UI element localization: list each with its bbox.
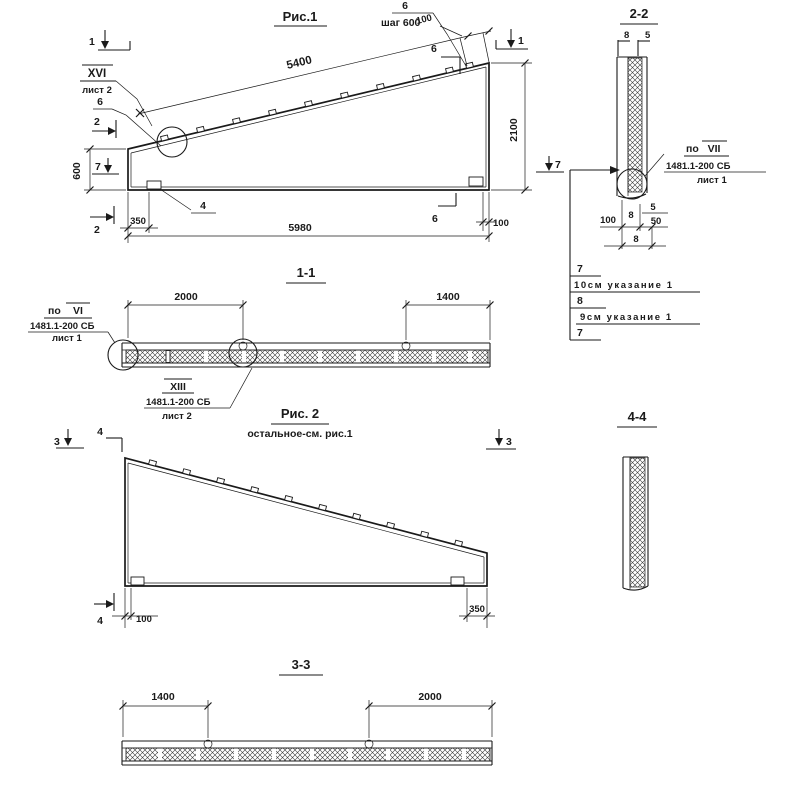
sec11-callout-vi bbox=[28, 303, 115, 344]
svg-text:100: 100 bbox=[415, 12, 434, 27]
sec44-title: 4-4 bbox=[627, 409, 647, 424]
sec44-column bbox=[623, 457, 648, 590]
fig2-marker-3-left bbox=[54, 429, 84, 448]
svg-text:5980: 5980 bbox=[288, 222, 312, 234]
fig1-dim-100-right bbox=[476, 192, 509, 231]
svg-text:5400: 5400 bbox=[285, 54, 314, 72]
svg-text:7: 7 bbox=[95, 161, 101, 173]
sec22-title: 2-2 bbox=[629, 6, 649, 21]
sec22-column bbox=[617, 57, 647, 198]
svg-text:4: 4 bbox=[97, 615, 103, 627]
fig2-marker-4-top bbox=[97, 426, 122, 452]
fig1-dim-5400 bbox=[136, 33, 472, 118]
svg-text:100: 100 bbox=[600, 215, 616, 226]
sec22-callout-vii bbox=[645, 141, 766, 186]
svg-text:2000: 2000 bbox=[418, 691, 442, 703]
svg-text:2100: 2100 bbox=[508, 118, 520, 142]
svg-text:1: 1 bbox=[518, 35, 524, 47]
svg-text:600: 600 bbox=[71, 162, 83, 180]
svg-text:XIII: XIII bbox=[170, 381, 186, 393]
fig1-embed-plate-right bbox=[469, 177, 483, 186]
legend-row-3: 8 bbox=[577, 295, 583, 307]
fig2-marker-4-bottom bbox=[94, 593, 114, 627]
fig1-marker-1-left bbox=[89, 30, 130, 50]
svg-text:XVI: XVI bbox=[87, 68, 107, 80]
svg-text:350: 350 bbox=[469, 604, 485, 615]
svg-text:2000: 2000 bbox=[174, 291, 198, 303]
fig2-panel-outline bbox=[125, 458, 487, 586]
fig1-marker-2-lower bbox=[90, 206, 114, 236]
svg-text:6: 6 bbox=[402, 0, 408, 12]
fig2-subtitle: остальное-см. рис.1 bbox=[247, 428, 353, 440]
svg-text:1: 1 bbox=[89, 36, 95, 48]
sec33-dim-1400 bbox=[120, 691, 212, 738]
fig2-dim-100 bbox=[112, 588, 158, 628]
svg-text:шаг 600: шаг 600 bbox=[381, 17, 421, 29]
fig1-callout-xvi bbox=[80, 65, 152, 126]
svg-text:лист 2: лист 2 bbox=[82, 85, 112, 96]
fig1-marker-7-left bbox=[92, 158, 119, 174]
sec11-slab bbox=[122, 342, 490, 367]
legend-row-5: 7 bbox=[577, 327, 583, 339]
sec22-dim-bottom bbox=[600, 200, 668, 250]
sec11-title: 1-1 bbox=[296, 265, 316, 280]
fig1-dim-2100 bbox=[491, 60, 532, 194]
svg-text:100: 100 bbox=[493, 218, 509, 229]
fig2-embed-plate-left bbox=[131, 577, 144, 585]
fig1-title: Рис.1 bbox=[282, 9, 318, 24]
svg-text:5: 5 bbox=[645, 30, 651, 41]
sec11-callout-xiii bbox=[144, 368, 252, 422]
sec33-dim-2000 bbox=[366, 691, 496, 738]
svg-text:лист 1: лист 1 bbox=[697, 175, 727, 186]
legend-list bbox=[570, 263, 700, 340]
fig1-panel-outline bbox=[128, 63, 489, 190]
svg-text:8: 8 bbox=[628, 210, 634, 221]
svg-text:по: по bbox=[686, 143, 699, 155]
fig1-marker-2-upper bbox=[92, 116, 116, 138]
svg-text:3: 3 bbox=[54, 436, 60, 448]
sec44 bbox=[617, 409, 657, 590]
svg-text:1400: 1400 bbox=[151, 691, 175, 703]
svg-text:2: 2 bbox=[94, 224, 100, 236]
legend-row-2: 10см указание 1 bbox=[574, 280, 674, 291]
fig1-dim-350 bbox=[120, 192, 158, 243]
svg-text:8: 8 bbox=[624, 30, 630, 41]
fig2-marker-3-right bbox=[486, 429, 516, 449]
fig2-dim-350 bbox=[459, 588, 495, 628]
fig1 bbox=[71, 0, 564, 243]
fig1-detail-circle bbox=[157, 127, 187, 157]
fig2 bbox=[54, 406, 516, 628]
fig1-callout-4 bbox=[160, 189, 216, 213]
svg-text:7: 7 bbox=[555, 159, 561, 171]
svg-text:лист 1: лист 1 bbox=[52, 333, 82, 344]
fig2-embed-plate-right bbox=[451, 577, 464, 585]
svg-text:4: 4 bbox=[97, 426, 103, 438]
svg-text:по: по bbox=[48, 305, 61, 317]
svg-text:5: 5 bbox=[650, 202, 656, 213]
fig1-marker-7-right bbox=[536, 156, 564, 172]
svg-text:2: 2 bbox=[94, 116, 100, 128]
svg-text:8: 8 bbox=[633, 234, 639, 245]
sec33-title: 3-3 bbox=[291, 657, 311, 672]
fig2-slope-embeds bbox=[149, 460, 463, 546]
svg-text:4: 4 bbox=[200, 200, 206, 212]
fig1-marker-6-bottom bbox=[432, 193, 456, 225]
svg-text:1400: 1400 bbox=[436, 291, 460, 303]
legend-row-1: 7 bbox=[577, 263, 583, 275]
sec22-dim-top bbox=[618, 30, 651, 56]
sec11-dim-1400 bbox=[403, 291, 494, 340]
svg-text:100: 100 bbox=[136, 614, 152, 625]
svg-text:1481.1-200 СБ: 1481.1-200 СБ bbox=[30, 321, 95, 332]
svg-text:6: 6 bbox=[432, 213, 438, 225]
legend-row-4: 9см указание 1 bbox=[580, 312, 673, 323]
fig1-embed-plate-left bbox=[147, 181, 161, 189]
fig1-marker-1-right bbox=[496, 29, 528, 49]
svg-text:VI: VI bbox=[73, 305, 83, 317]
svg-text:350: 350 bbox=[130, 216, 146, 227]
sec11 bbox=[28, 265, 494, 422]
sec33-slab bbox=[122, 740, 492, 765]
sec33 bbox=[120, 657, 496, 765]
svg-text:VII: VII bbox=[707, 143, 721, 155]
fig1-callout-6 bbox=[93, 96, 161, 146]
svg-text:50: 50 bbox=[650, 216, 662, 227]
svg-text:6: 6 bbox=[97, 96, 103, 108]
sec11-dim-2000 bbox=[125, 291, 247, 340]
svg-text:6: 6 bbox=[431, 43, 437, 55]
fig1-step-callout bbox=[381, 0, 466, 66]
svg-text:3: 3 bbox=[506, 436, 512, 448]
svg-text:1481.1-200 СБ: 1481.1-200 СБ bbox=[146, 397, 211, 408]
svg-text:лист 2: лист 2 bbox=[162, 411, 192, 422]
svg-text:1481.1-200 СБ: 1481.1-200 СБ bbox=[666, 161, 731, 172]
fig2-title: Рис. 2 bbox=[280, 406, 320, 421]
